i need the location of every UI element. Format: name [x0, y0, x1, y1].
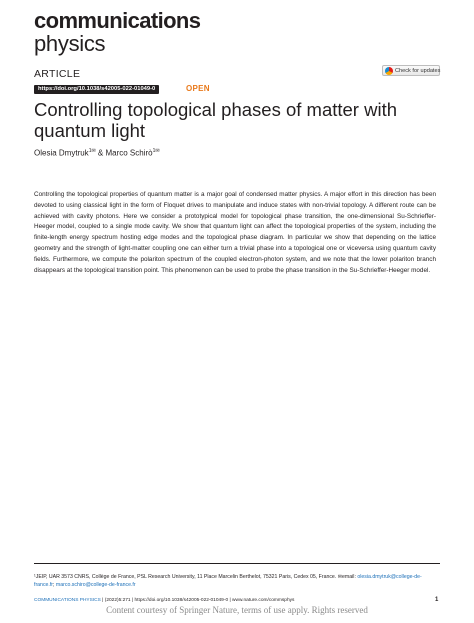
footnote-divider — [34, 563, 440, 564]
author-separator: & — [95, 148, 106, 158]
author-name[interactable]: Olesia Dmytruk — [34, 148, 89, 158]
page-number: 1 — [435, 597, 439, 603]
email-separator: ; — [53, 582, 56, 588]
open-access-label: OPEN — [186, 84, 210, 93]
footer-journal-ref: COMMUNICATIONS PHYSICS — [34, 598, 101, 603]
doi-link[interactable]: https://doi.org/10.1038/s42005-022-01049-0 — [34, 85, 159, 94]
courtesy-watermark: Content courtesy of Springer Nature, terms of use apply. Rights reserved — [106, 605, 368, 615]
check-for-updates-label: Check for updates — [395, 67, 441, 74]
email-link[interactable]: marco.schiro@college-de-france.fr — [55, 582, 136, 588]
check-for-updates-button[interactable] — [382, 65, 440, 76]
journal-name-line2: physics — [34, 31, 106, 56]
abstract-text: Controlling the topological properties of quantum matter is a major goal of condensed matter physics. A major effort in this direction has been devoted to using classical light in the form of Floquet drives to manipulate and induce states with non-trivial topology. A different route can be achieved with cavity photons. Here we consider a prototypical model for topological phase transition, the one-dimensional Su-Schrieffer-Heeger model, coupled to a single mode cavity. We show that quantum light can affect the topological properties of the system, including the finite-length energy spectrum hosting edge modes and the topological phase diagram. In particular we show that depending on the lattice geometry and the strength of light-matter coupling one can either turn a trivial phase into a topological one or viceversa using quantum cavity fields. Furthermore, we compute the polariton spectrum of the coupled electron-photon system, and we note that the lower polariton branch disappears at the topological transition point. This phenomenon can be used to probe the phase transition in the Su-Schrieffer-Heeger model. — [34, 191, 436, 274]
author-name[interactable]: Marco Schirò — [105, 148, 153, 158]
author-list — [34, 148, 160, 158]
page-footer-citation — [34, 598, 294, 603]
article-type-label: ARTICLE — [34, 68, 81, 80]
footer-citation-text: | (2022)5:271 | https://doi.org/10.1038/s42005-022-01049-0 | www.nature.com/commsphys — [100, 598, 295, 603]
author-affiliation-mark: 1✉ — [152, 148, 160, 154]
article-title: Controlling topological phases of matter with quantum light — [34, 99, 397, 141]
affiliation-text: ¹JEIP, UAR 3573 CNRS, Collège de France, PSL Research University, 11 Place Marcelin Berthelot, 75321 Paris, Cedex 05, France. ✉email: — [34, 574, 358, 580]
affiliation-footnote — [34, 573, 440, 589]
journal-name-line1: communications — [34, 8, 201, 33]
email-link[interactable]: olesia.dmytruk@college-de-france.fr — [34, 574, 422, 588]
check-updates-icon — [385, 67, 393, 75]
author-affiliation-mark: 1✉ — [88, 148, 96, 154]
